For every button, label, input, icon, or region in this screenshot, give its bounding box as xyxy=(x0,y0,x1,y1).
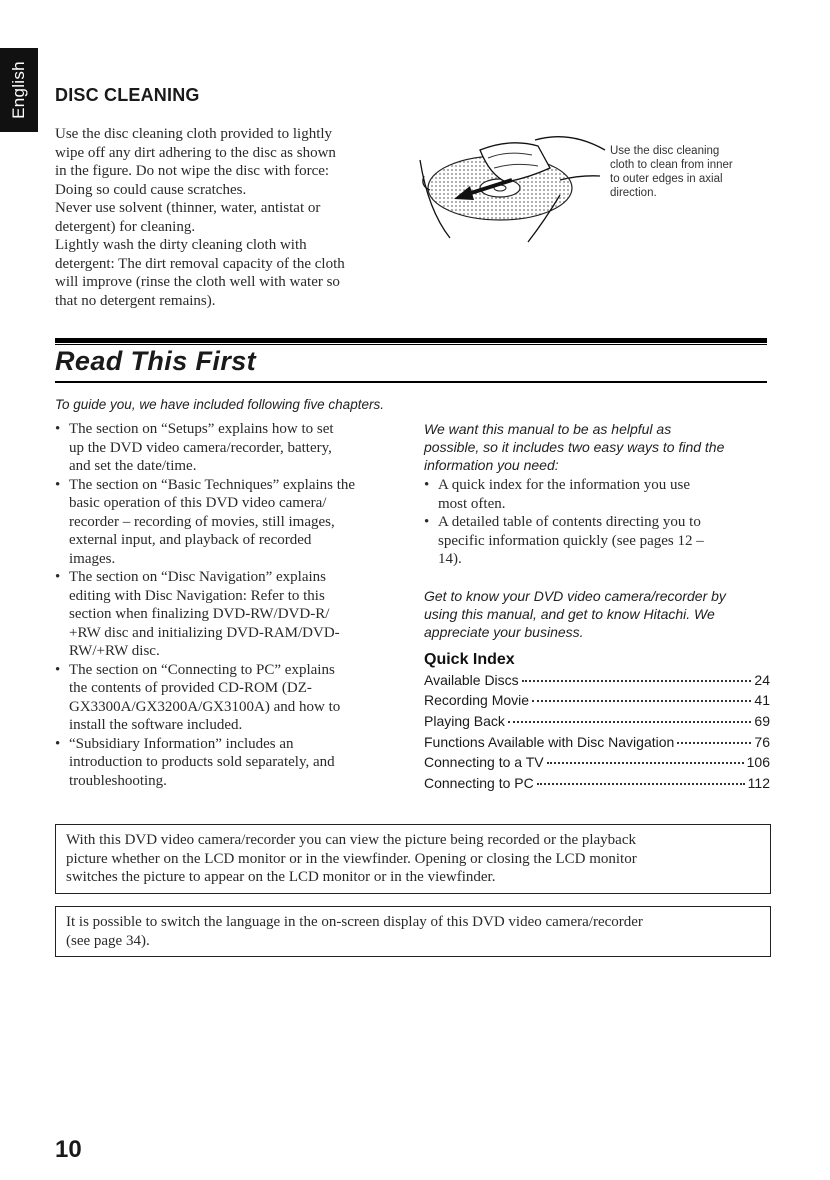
note-line: It is possible to switch the language in the on-screen display of this DVD video camera/recorder xyxy=(66,914,643,930)
entry-label: Playing Back xyxy=(424,712,505,729)
chapter-line: install the software included. xyxy=(69,717,243,733)
quick-index-list xyxy=(424,672,770,796)
disc-cleaning-line: that no detergent remains). xyxy=(55,292,216,309)
dot-leader xyxy=(508,721,751,723)
way-line: 14). xyxy=(438,551,462,567)
chapter-line: GX3300A/GX3200A/GX3100A) and how to xyxy=(69,698,341,715)
disc-cleaning-line: Never use solvent (thinner, water, antistat or xyxy=(55,200,321,216)
chapter-line: • “Subsidiary Information” includes an xyxy=(69,735,294,752)
helpful-line: We want this manual to be as helpful as xyxy=(424,421,672,437)
way-line: • A detailed table of contents directing you to xyxy=(438,514,701,530)
quick-index-heading: Quick Index xyxy=(424,650,515,668)
chapter-line: images. xyxy=(69,550,116,567)
way-line: specific information quickly (see pages 12 – xyxy=(438,532,704,549)
disc-cleaning-heading: DISC CLEANING xyxy=(55,85,200,105)
get-to-know-text xyxy=(424,587,770,641)
disc-figure-caption xyxy=(610,144,768,200)
chapter-line: up the DVD video camera/recorder, battery, xyxy=(69,439,332,456)
note-line: With this DVD video camera/recorder you can view the picture being recorded or the playback xyxy=(66,832,636,848)
note-line: (see page 34). xyxy=(66,932,150,949)
chapter-line: • The section on “Setups” explains how to set xyxy=(69,421,334,437)
chapter-line: +RW disc and initializing DVD-RAM/DVD- xyxy=(69,624,340,641)
chapter-item xyxy=(55,420,405,476)
chapter-list xyxy=(55,420,405,790)
chapter-line: • The section on “Basic Techniques” explains the xyxy=(69,476,356,493)
disc-cleaning-line: will improve (rinse the cloth well with water so xyxy=(55,274,340,290)
chapter-item xyxy=(55,476,405,569)
chapter-line: RW/+RW disc. xyxy=(69,643,160,659)
entry-page: 106 xyxy=(746,754,770,771)
quick-index-entry[interactable] xyxy=(424,692,770,713)
helpful-intro xyxy=(424,420,770,474)
chapter-line: • The section on “Connecting to PC” explains xyxy=(69,661,335,678)
section-rule-thin xyxy=(55,344,767,345)
disc-cleaning-line: Use the disc cleaning cloth provided to lightly xyxy=(55,126,333,142)
language-label: English xyxy=(9,61,28,119)
way-line: most often. xyxy=(438,495,506,512)
section-rule-bottom xyxy=(55,381,767,383)
quick-index-entry[interactable] xyxy=(424,672,770,693)
note-line: picture whether on the LCD monitor or in the viewfinder. Opening or closing the LCD monitor xyxy=(66,850,637,867)
dot-leader xyxy=(522,680,752,682)
entry-label: Functions Available with Disc Navigation xyxy=(424,733,675,750)
chapter-item xyxy=(55,735,405,791)
quick-index-entry[interactable] xyxy=(424,713,770,734)
chapter-item xyxy=(55,661,405,735)
read-this-first-heading: Read This First xyxy=(55,346,257,376)
quick-index-entry[interactable] xyxy=(424,734,770,755)
disc-cleaning-line: in the figure. Do not wipe the disc with force: xyxy=(55,163,330,179)
chapter-line: the contents of provided CD-ROM (DZ- xyxy=(69,680,312,696)
language-side-tab xyxy=(0,48,38,132)
caption-line: direction. xyxy=(610,187,657,199)
entry-page: 76 xyxy=(754,733,770,750)
get-to-know-line: Get to know your DVD video camera/recorder by xyxy=(424,587,726,604)
entry-label: Recording Movie xyxy=(424,692,530,709)
way-item xyxy=(424,513,770,569)
language-note xyxy=(55,906,771,957)
entry-label: Connecting to PC xyxy=(424,774,534,791)
helpful-line: information you need: xyxy=(424,457,559,473)
caption-line: Use the disc cleaning xyxy=(610,145,720,157)
note-line: switches the picture to appear on the LCD monitor or in the viewfinder. xyxy=(66,869,496,885)
chapter-line: troubleshooting. xyxy=(69,772,167,789)
dot-leader xyxy=(537,783,745,785)
entry-page: 24 xyxy=(754,671,770,688)
disc-cleaning-line: wipe off any dirt adhering to the disc as shown xyxy=(55,144,336,161)
caption-line: cloth to clean from inner xyxy=(610,159,733,171)
entry-page: 41 xyxy=(754,692,770,709)
entry-page: 112 xyxy=(747,774,770,791)
chapter-line: external input, and playback of recorded xyxy=(69,532,312,548)
get-to-know-line: using this manual, and get to know Hitachi. We xyxy=(424,605,715,622)
get-to-know-line: appreciate your business. xyxy=(424,623,584,640)
chapter-line: section when finalizing DVD-RW/DVD-R/ xyxy=(69,606,330,622)
quick-index-entry[interactable] xyxy=(424,754,770,775)
caption-line: to outer edges in axial xyxy=(610,173,723,185)
entry-label: Available Discs xyxy=(424,671,519,688)
dot-leader xyxy=(677,742,751,744)
ways-list xyxy=(424,476,770,569)
disc-cleaning-line: Doing so could cause scratches. xyxy=(55,181,247,198)
chapter-item xyxy=(55,568,405,661)
entry-label: Connecting to a TV xyxy=(424,754,544,771)
quick-index-entry[interactable] xyxy=(424,775,770,796)
chapter-line: • The section on “Disc Navigation” explains xyxy=(69,569,327,585)
chapter-line: introduction to products sold separately, and xyxy=(69,754,335,770)
disc-cleaning-body xyxy=(55,125,403,310)
page-number: 10 xyxy=(55,1136,82,1163)
way-line: • A quick index for the information you use xyxy=(438,477,691,493)
disc-cleaning-line: detergent) for cleaning. xyxy=(55,218,196,235)
section-rule-thick xyxy=(55,338,767,343)
helpful-line: possible, so it includes two easy ways to find the xyxy=(424,439,725,455)
entry-page: 69 xyxy=(754,712,770,729)
chapter-line: basic operation of this DVD video camera/ xyxy=(69,495,327,511)
chapter-line: and set the date/time. xyxy=(69,458,197,474)
lcd-viewfinder-note xyxy=(55,824,771,894)
disc-cleaning-illustration xyxy=(410,120,610,250)
chapter-line: editing with Disc Navigation: Refer to this xyxy=(69,587,325,604)
dot-leader xyxy=(532,700,751,702)
disc-cleaning-line: Lightly wash the dirty cleaning cloth with xyxy=(55,237,307,253)
disc-cleaning-line: detergent: The dirt removal capacity of the cloth xyxy=(55,255,345,272)
chapter-line: recorder – recording of movies, still images, xyxy=(69,513,335,530)
way-item xyxy=(424,476,770,513)
chapters-intro: To guide you, we have included following five chapters. xyxy=(55,397,384,412)
dot-leader xyxy=(547,762,744,764)
right-column xyxy=(424,420,770,796)
